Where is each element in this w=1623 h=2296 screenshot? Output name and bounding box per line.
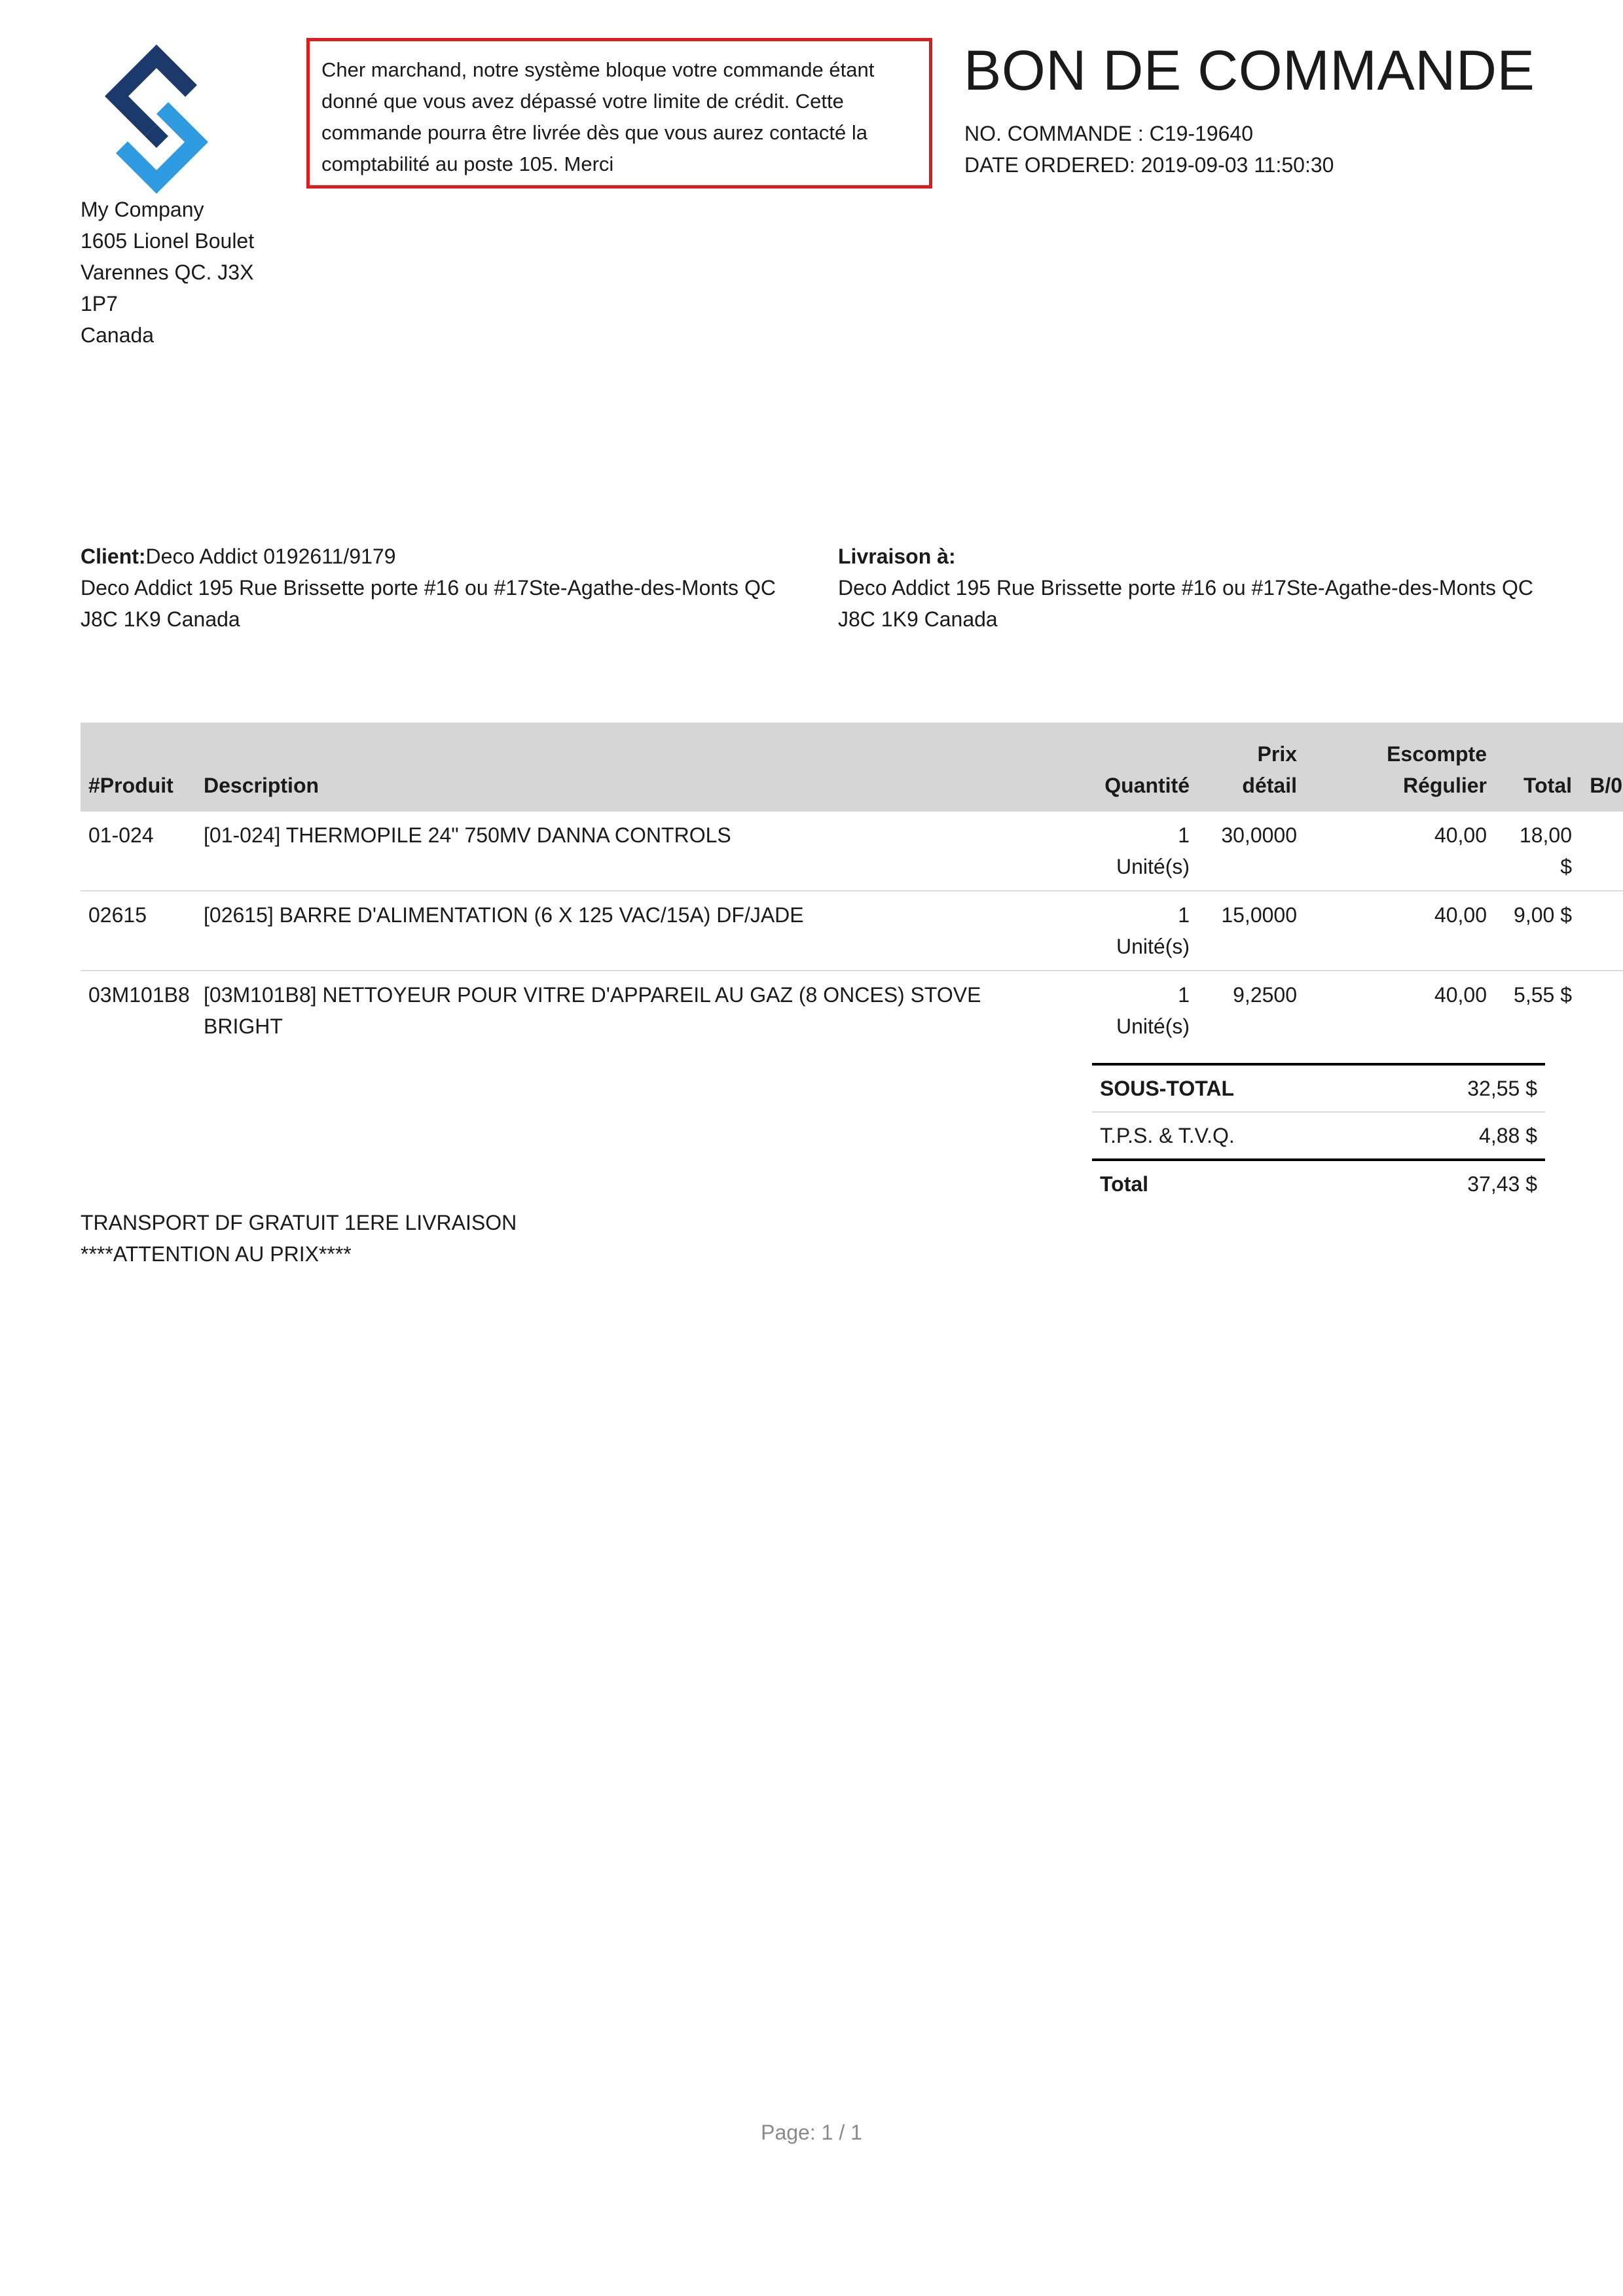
- tax-label: T.P.S. & T.V.Q.: [1092, 1112, 1381, 1160]
- company-name: My Company: [81, 198, 204, 221]
- table-row: [81, 891, 1623, 971]
- cell-description: [02615] BARRE D'ALIMENTATION (6 X 125 VAC/15A) DF/JADE: [196, 891, 1073, 971]
- document-title: BON DE COMMANDE: [964, 39, 1535, 102]
- cell-backorder: [1580, 812, 1623, 891]
- company-street: 1605 Lionel Boulet: [81, 229, 255, 253]
- company-country: Canada: [81, 323, 155, 347]
- client-name: Deco Addict 0192611/9179: [145, 545, 396, 568]
- shipping-address: Deco Addict 195 Rue Brissette porte #16 ou #17Ste-Agathe-des-Monts QC J8C 1K9 Canada: [838, 576, 1533, 631]
- col-discount-line2: Régulier: [1402, 774, 1487, 797]
- cell-backorder: [1580, 891, 1623, 971]
- cell-qty-value: 1: [1178, 903, 1190, 927]
- col-price-line2: détail: [1242, 774, 1297, 797]
- shipping-block: [838, 541, 1558, 635]
- subtotal-label: SOUS-TOTAL: [1092, 1064, 1381, 1112]
- col-discount-line1: Escompte: [1387, 742, 1487, 766]
- date-ordered: DATE ORDERED: 2019-09-03 11:50:30: [964, 153, 1334, 177]
- cell-price: 15,0000: [1197, 891, 1305, 971]
- cell-discount: 40,00: [1305, 891, 1495, 971]
- company-city: Varennes QC. J3X: [81, 260, 254, 284]
- cell-price: 30,0000: [1197, 812, 1305, 891]
- tax-value: 4,88 $: [1381, 1112, 1545, 1160]
- cell-qty-unit: Unité(s): [1116, 935, 1190, 958]
- cell-discount: 40,00: [1305, 812, 1495, 891]
- company-postal: 1P7: [81, 292, 118, 315]
- cell-qty-unit: Unité(s): [1116, 855, 1190, 878]
- table-row: [81, 971, 1623, 1050]
- table-row: [81, 812, 1623, 891]
- client-address: Deco Addict 195 Rue Brissette porte #16 ou #17Ste-Agathe-des-Monts QC J8C 1K9 Canada: [81, 576, 776, 631]
- cell-qty-value: 1: [1178, 823, 1190, 847]
- note-line: TRANSPORT DF GRATUIT 1ERE LIVRAISON: [81, 1211, 517, 1234]
- subtotal-row: [1092, 1064, 1545, 1112]
- cell-price: 9,2500: [1233, 983, 1297, 1007]
- total-row: [1092, 1160, 1545, 1207]
- cell-quantity: [1073, 812, 1197, 891]
- cell-quantity: [1073, 891, 1197, 971]
- totals-table: [1092, 1063, 1545, 1207]
- order-lines-table: [81, 723, 1623, 1050]
- col-discount: [1305, 723, 1495, 812]
- cell-qty-unit: Unité(s): [1116, 1014, 1190, 1038]
- cell-total: 5,55 $: [1514, 983, 1572, 1007]
- col-total: Total: [1523, 774, 1572, 797]
- client-label: Client:: [81, 545, 146, 568]
- table-header: [81, 723, 1623, 812]
- col-price: [1197, 723, 1305, 812]
- credit-hold-notice: Cher marchand, notre système bloque votre commande étant donné que vous avez dépassé votre limite de crédit. Cette commande pourra être livrée dès que vous aurez contacté la comptabilité au poste 105. Merci: [306, 38, 932, 188]
- subtotal-value: 32,55 $: [1381, 1064, 1545, 1112]
- total-value: 37,43 $: [1381, 1160, 1545, 1207]
- order-notes: [81, 1207, 517, 1270]
- client-block: [81, 541, 794, 635]
- col-price-line1: Prix: [1257, 742, 1297, 766]
- cell-total: 9,00 $: [1495, 891, 1580, 971]
- page-number: Page: 1 / 1: [761, 2121, 862, 2144]
- col-backorder: B/0: [1590, 774, 1622, 797]
- col-quantity: Quantité: [1104, 774, 1190, 797]
- cell-product: 02615: [81, 891, 196, 971]
- cell-product: 03M101B8: [88, 983, 190, 1007]
- cell-total: 18,00 $: [1495, 812, 1580, 891]
- cell-description: [01-024] THERMOPILE 24" 750MV DANNA CONTROLS: [196, 812, 1073, 891]
- cell-discount: 40,00: [1434, 983, 1487, 1007]
- col-product: #Produit: [88, 774, 173, 797]
- company-address: [81, 194, 254, 351]
- cell-product: 01-024: [81, 812, 196, 891]
- cell-qty-value: 1: [1178, 983, 1190, 1007]
- total-label: Total: [1092, 1160, 1381, 1207]
- cell-description: [03M101B8] NETTOYEUR POUR VITRE D'APPAREIL AU GAZ (8 ONCES) STOVE BRIGHT: [204, 983, 981, 1038]
- col-description: Description: [204, 774, 319, 797]
- cell-quantity: [1073, 971, 1197, 1050]
- order-meta: [964, 118, 1334, 181]
- order-number: NO. COMMANDE : C19-19640: [964, 122, 1254, 145]
- tax-row: [1092, 1112, 1545, 1160]
- note-line: ****ATTENTION AU PRIX****: [81, 1242, 352, 1266]
- company-logo-icon: [77, 41, 234, 198]
- cell-backorder: [1580, 971, 1623, 1050]
- shipping-label: Livraison à:: [838, 545, 956, 568]
